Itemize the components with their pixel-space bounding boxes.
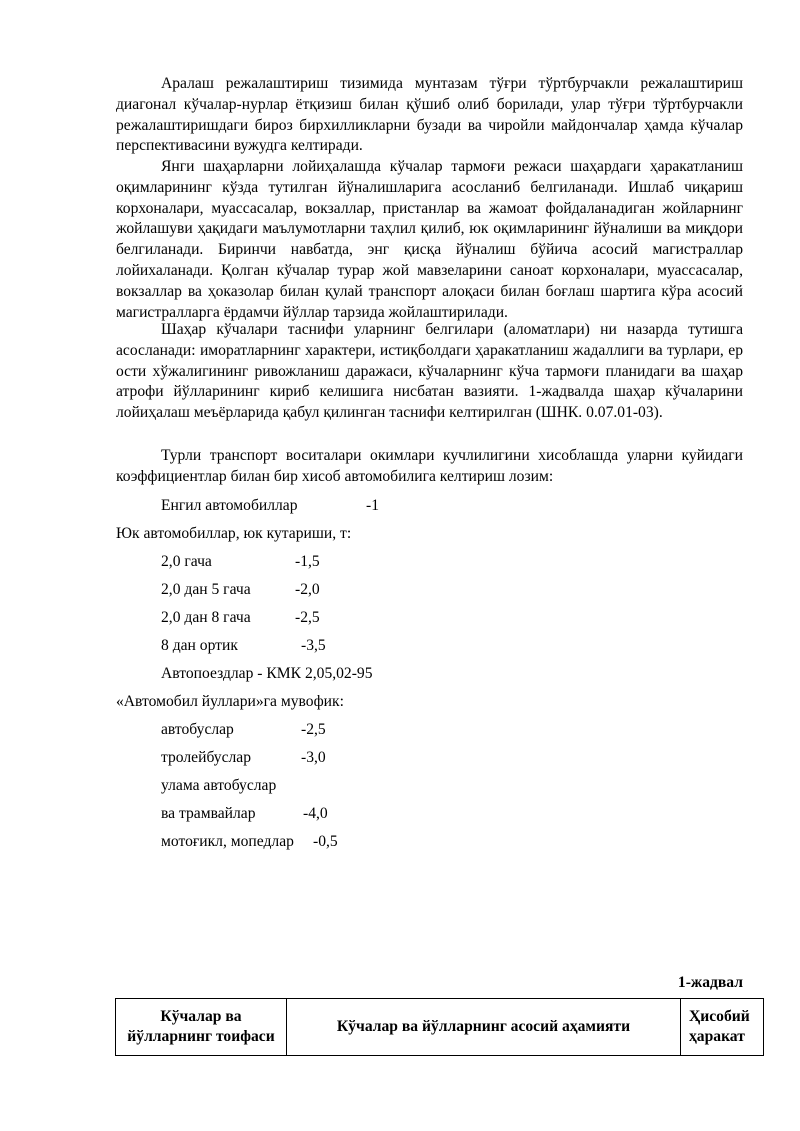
coef-truck-1 [161,552,320,572]
coef-label: мотоғикл, мопедлар [161,833,294,850]
coef-road-trains: Автопоездлар - КМК 2,05,02-95 [161,665,373,682]
coef-trolleybuses [161,748,326,768]
header-purpose: Кўчалар ва йўлларнинг асосий аҳамияти [287,999,681,1056]
table-header-row [116,999,764,1056]
coef-value: -0,5 [313,833,338,850]
coef-label: 2,0 гача [161,553,212,570]
paragraph-4: Турли транспорт воситалари окимлари кучлилигини хисоблашда уларни куйидаги коэффициентлар билан бир хисоб автомобилига келтириш лозим: [116,447,743,485]
coef-value: -3,5 [301,637,326,654]
coef-truck-4 [161,636,326,656]
coef-value: -4,0 [303,805,328,822]
coef-value: -2,5 [295,609,320,626]
coef-value: -1,5 [295,553,320,570]
coef-label: ва трамвайлар [161,805,256,822]
coef-moto [161,832,338,852]
paragraph-2: Янги шаҳарларни лойиҳалашда кўчалар тармоғи режаси шаҳардаги ҳаракатланиш оқимларининг кўзда тутилган йўналишларига асосланиб белгиланади. Ишлаб чиқариш корхоналари, муассасалар, вокзаллар, пристанлар ва жамоат фойдаланадиган жойларнинг жойлашуви ҳақидаги маълумотларни таҳлил қилиб, юк оқимларининг йўналиши ва миқдори белгиланади. Биринчи навбатда, энг қисқа йўналиш бўйича асосий магистраллар лойихаланади. Қолган кўчалар турар жой мавзеларини саноат корхоналари, муассасалар, вокзаллар ва ҳоказолар билан қулай транспорт алоқаси билан боғлаш шартига кўра асосий магистралларга ёрдамчи йўллар тарзида жойлаштирилади. [116,158,743,321]
per-header: «Автомобил йуллари»га мувофик: [116,693,344,710]
coef-truck-2 [161,580,320,600]
coef-label: тролейбуслар [161,749,251,766]
coef-label: 2,0 дан 8 гача [161,609,251,626]
coef-label: 8 дан ортик [161,637,238,654]
coef-label: автобуслар [161,721,234,738]
classification-table [115,998,764,1056]
coef-buses [161,720,326,740]
coef-articulated-1: улама автобуслар [161,777,277,794]
paragraph-3: Шаҳар кўчалари таснифи уларнинг белгилари (аломатлари) ни назарда тутишга асосланади: иморатларнинг характери, истиқболдаги ҳаракатланиш жадаллиги ва турлари, ер ости хўжалигининг ривожланиш даражаси, кўчаларнинг кўча тармоғи планидаги ва шаҳар атрофи йўлларининг кириб келишига нисбатан вазияти. 1-жадвалда шаҳар кўчаларини лойиҳалаш меъёрларида қабул қилинган таснифи келтирилган (ШНК. 0.07.01-03). [116,321,743,422]
coef-articulated-2 [161,804,328,824]
coef-label: Енгил автомобиллар [161,497,298,514]
paragraph-1: Аралаш режалаштириш тизимида мунтазам тўғри тўртбурчакли режалаштириш диагонал кўчалар-нурлар ётқизиш билан қўшиб олиб борилади, улар тўғри тўртбурчакли режалаштиришдаги бироз бирхилликларни бузади ва чиройли майдончалар ҳамда кўчалар перспективасини вужудга келтиради. [116,75,743,155]
coef-label: 2,0 дан 5 гача [161,581,251,598]
coef-value: -3,0 [301,749,326,766]
trucks-header: Юк автомобиллар, юк кутариши, т: [116,525,352,542]
coef-value: -1 [366,497,379,514]
table-title: 1-жадвал [677,974,743,991]
header-traffic: Ҳисобий ҳаракат [681,999,764,1056]
coef-light-cars [161,496,379,516]
coef-value: -2,0 [295,581,320,598]
coef-truck-3 [161,608,320,628]
header-category: Кўчалар ва йўлларнинг тоифаси [116,999,287,1056]
coef-value: -2,5 [301,721,326,738]
